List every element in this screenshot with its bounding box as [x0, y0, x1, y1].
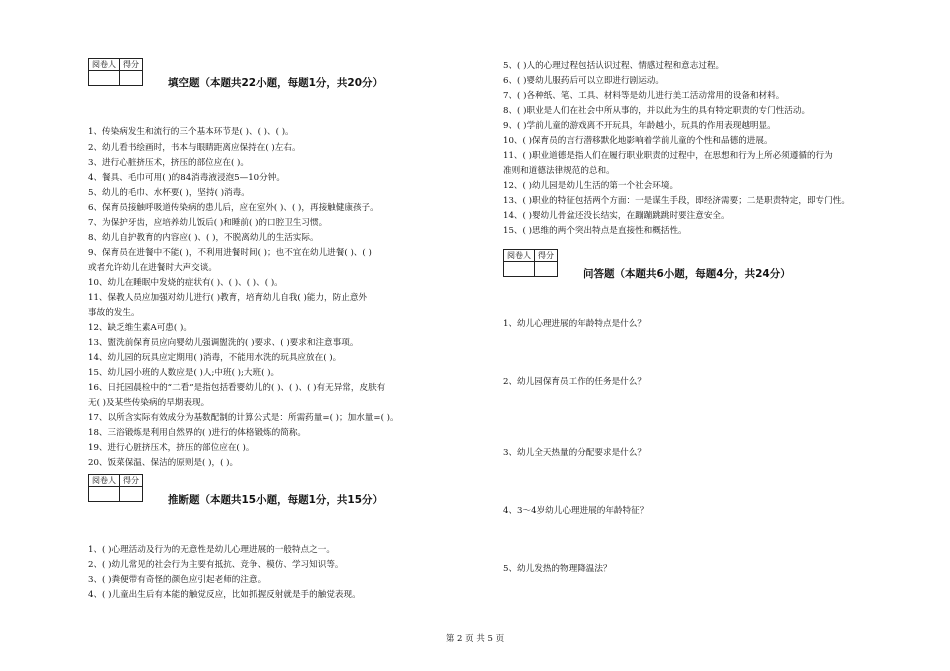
judge-item-3: 3、( )粪便带有奇怪的颜色应引起老师的注意。	[88, 575, 267, 585]
qa-item-4: 4、3～4岁幼儿心理进展的年龄特征？	[503, 506, 649, 516]
fill-item-9: 9、保育员在进餐中不能( )，不利用进餐时间( )；也不宜在幼儿进餐( )、( )	[88, 248, 372, 258]
fill-item-13: 13、盥洗前保育员应向婴幼儿强调盥洗的( )要求、( )要求和注意事项。	[88, 338, 359, 348]
fill-item-14: 14、幼儿园的玩具应定期用( )消毒，不能用水洗的玩具应放在( )。	[88, 353, 342, 363]
reviewer-label: 阅卷人	[89, 475, 120, 487]
fill-item-15: 15、幼儿园小班的人数应是( )人;中班( );大班( )。	[88, 368, 280, 378]
fill-item-18: 18、三浴锻炼是利用自然界的( )进行的体格锻炼的简称。	[88, 428, 307, 438]
fill-item-17: 17、以所含实际有效成分为基数配制的计算公式是：所需药量=( )；加水量=( )。	[88, 413, 399, 423]
judge-item-7: 7、( )各种纸、笔、工具、材料等是幼儿进行美工活动常用的设备和材料。	[503, 91, 785, 101]
judge-item-6: 6、( )婴幼儿服药后可以立即进行剧运动。	[503, 76, 664, 86]
fill-item-5: 5、幼儿的毛巾、水杯要( )，坚持( )消毒。	[88, 188, 250, 198]
fill-item-8: 8、幼儿自护教育的内容应( )、( )，不脱离幼儿的生活实际。	[88, 233, 319, 243]
fill-item-7: 7、为保护牙齿，应培养幼儿饭后( )和睡前( )的口腔卫生习惯。	[88, 218, 328, 228]
fill-item-16-cont: 无( )及某些传染病的早期表现。	[88, 398, 210, 408]
qa-item-5: 5、幼儿发热的物理降温法？	[503, 564, 612, 574]
judge-item-5: 5、( )人的心理过程包括认识过程、情感过程和意志过程。	[503, 61, 725, 71]
judge-item-14: 14、( )婴幼儿骨盆还没长结实，在蹦蹦跳跳时要注意安全。	[503, 211, 730, 221]
fill-item-11-cont: 事故的发生。	[88, 308, 140, 318]
qa-item-2: 2、幼儿园保育员工作的任务是什么？	[503, 377, 646, 387]
score-cell[interactable]	[120, 487, 143, 502]
fill-item-4: 4、餐具、毛巾可用( )的84消毒液浸泡5—10分钟。	[88, 173, 285, 183]
fill-item-11: 11、保教人员应加强对幼儿进行( )教育，培育幼儿自我( )能力，防止意外	[88, 293, 368, 303]
fill-item-1: 1、传染病发生和流行的三个基本环节是( )、( )、( )。	[88, 127, 294, 137]
score-cell[interactable]	[535, 262, 558, 277]
fill-item-20: 20、饭菜保温、保洁的原则是( )，( )。	[88, 458, 239, 468]
fill-item-3: 3、进行心脏挤压术，挤压的部位应在( )。	[88, 158, 249, 168]
judge-item-1: 1、( )心理活动及行为的无意性是幼儿心理进展的一般特点之一。	[88, 545, 335, 555]
score-box-qa	[503, 249, 558, 277]
judge-item-13: 13、( )职业的特征包括两个方面：一是谋生手段，即经济需要；二是职责特定，即专门性。	[503, 196, 850, 206]
fill-item-9-cont: 或者允许幼儿在进餐时大声交谈。	[88, 263, 217, 273]
fill-item-19: 19、进行心脏挤压术，挤压的部位应在( )。	[88, 443, 255, 453]
fill-item-12: 12、缺乏维生素A可患( )。	[88, 323, 192, 333]
score-label: 得分	[120, 475, 143, 487]
page-footer: 第 2 页 共 5 页	[445, 634, 505, 644]
judge-item-11: 11、( )职业道德是指人们在履行职业职责的过程中，在思想和行为上所必须遵循的行为	[503, 151, 833, 161]
score-box-fill-blank	[88, 58, 143, 86]
reviewer-cell[interactable]	[504, 262, 535, 277]
judge-item-2: 2、( )幼儿常见的社会行为主要有抵抗、竞争、模仿、学习知识等。	[88, 560, 344, 570]
score-box-judgment	[88, 474, 143, 502]
score-cell[interactable]	[120, 71, 143, 86]
judge-item-15: 15、( )思维的两个突出特点是直接性和概括性。	[503, 226, 687, 236]
fill-item-2: 2、幼儿看书绘画时，书本与眼睛距离应保持在( )左右。	[88, 143, 301, 153]
fill-blank-title: 填空题（本题共22小题，每题1分，共20分）	[168, 77, 384, 89]
fill-item-6: 6、保育员接触呼吸道传染病的患儿后，应在室外( )、( )，再接触健康孩子。	[88, 203, 379, 213]
judge-item-10: 10、( )保育员的言行潜移默化地影响着学前儿童的个性和品德的进展。	[503, 136, 773, 146]
fill-item-10: 10、幼儿在睡眠中发烧的症状有( )、( )、( )、( )。	[88, 278, 283, 288]
fill-item-16: 16、日托园晨检中的“二看”是指包括看婴幼儿的( )、( )、( )有无异常，皮肤有	[88, 383, 386, 393]
score-label: 得分	[535, 250, 558, 262]
reviewer-label: 阅卷人	[504, 250, 535, 262]
qa-item-1: 1、幼儿心理进展的年龄特点是什么？	[503, 319, 646, 329]
qa-item-3: 3、幼儿全天热量的分配要求是什么？	[503, 448, 646, 458]
judge-item-9: 9、( )学前儿童的游戏离不开玩具，年龄越小，玩具的作用表现越明显。	[503, 121, 776, 131]
qa-title: 问答题（本题共6小题，每题4分，共24分）	[583, 268, 791, 280]
judge-item-12: 12、( )幼儿园是幼儿生活的第一个社会环境。	[503, 181, 679, 191]
judgment-title: 推断题（本题共15小题，每题1分，共15分）	[168, 494, 384, 506]
judge-item-11-cont: 准则和道德法律规范的总和。	[503, 166, 615, 176]
reviewer-cell[interactable]	[89, 71, 120, 86]
judge-item-8: 8、( )职业是人们在社会中所从事的，并以此为生的具有特定职责的专门性活动。	[503, 106, 811, 116]
reviewer-label: 阅卷人	[89, 59, 120, 71]
reviewer-cell[interactable]	[89, 487, 120, 502]
judge-item-4: 4、( )儿童出生后有本能的触觉反应，比如抓握反射就是手的触觉表现。	[88, 590, 361, 600]
score-label: 得分	[120, 59, 143, 71]
